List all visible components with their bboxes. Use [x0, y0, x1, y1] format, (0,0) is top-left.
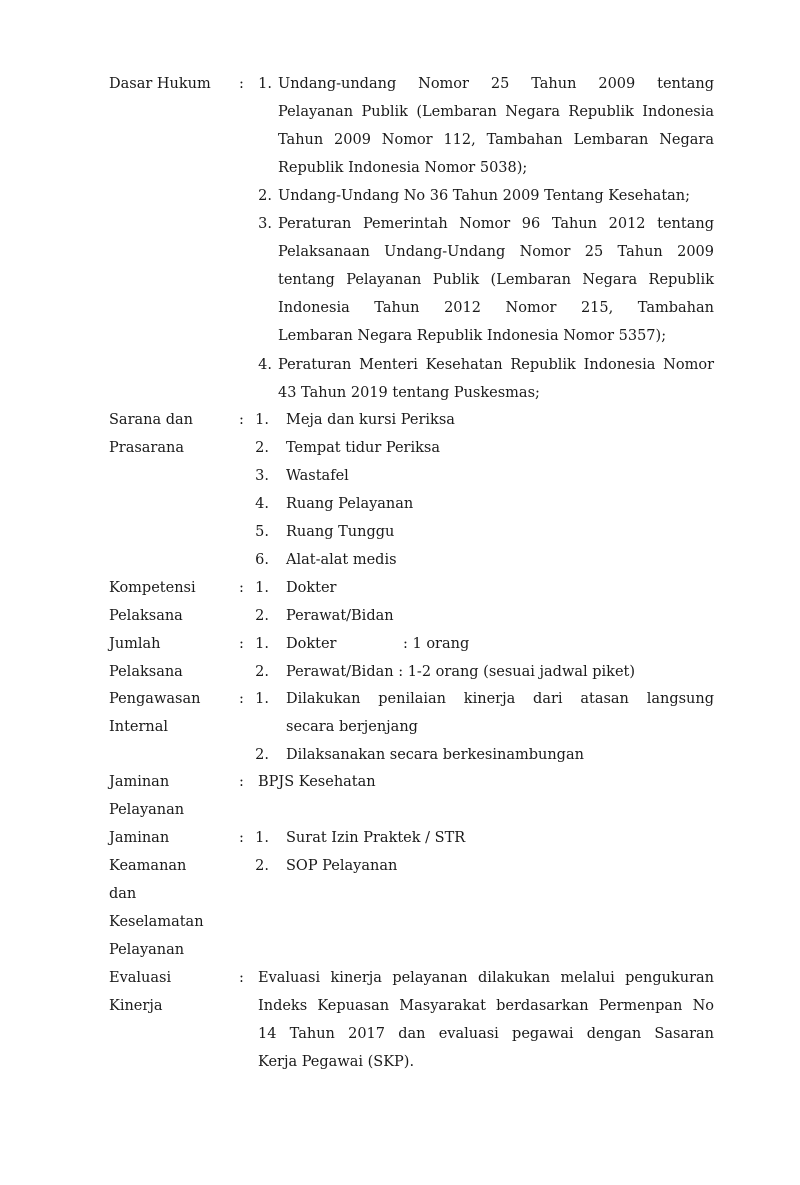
item-number: 1.: [255, 412, 269, 428]
item-number: 1.: [255, 636, 269, 652]
item-number: 2.: [255, 440, 269, 456]
section-label: Keselamatan: [109, 914, 204, 930]
item-number: 6.: [255, 552, 269, 568]
item-number: 3.: [258, 216, 272, 232]
colon-separator: :: [239, 774, 244, 790]
item-number: 2.: [258, 188, 272, 204]
list-item: Dokter: [286, 636, 337, 652]
list-item-line: Republik Indonesia Nomor 5038);: [278, 160, 528, 176]
section-label: Keamanan: [109, 858, 187, 874]
section-label: Evaluasi: [109, 970, 172, 986]
list-item: Wastafel: [286, 468, 349, 484]
section-label: Pelaksana: [109, 664, 183, 680]
section-label: dan: [109, 886, 137, 902]
list-item-line: Peraturan Menteri Kesehatan Republik Indonesia Nomor: [278, 357, 714, 373]
section-label: Pelayanan: [109, 802, 185, 818]
list-item-line: Peraturan Pemerintah Nomor 96 Tahun 2012 tentang: [278, 216, 714, 232]
list-item: Ruang Pelayanan: [286, 496, 414, 512]
list-item-line: tentang Pelayanan Publik (Lembaran Negara Republik: [278, 272, 714, 288]
paragraph-line: Indeks Kepuasan Masyarakat berdasarkan Permenpan No: [258, 998, 714, 1014]
section-label: Dasar Hukum: [109, 76, 211, 92]
item-number: 5.: [255, 524, 269, 540]
list-item-line: Pelaksanaan Undang-Undang Nomor 25 Tahun 2009: [278, 244, 714, 260]
item-number: 3.: [255, 468, 269, 484]
section-label: Jaminan: [109, 830, 170, 846]
item-number: 2.: [255, 608, 269, 624]
item-number: 1.: [258, 76, 272, 92]
list-item-line: Undang-Undang No 36 Tahun 2009 Tentang Kesehatan;: [278, 188, 691, 204]
list-item-line: Indonesia Tahun 2012 Nomor 215, Tambahan: [278, 300, 714, 316]
item-number: 4.: [258, 357, 272, 373]
list-item: Surat Izin Praktek / STR: [286, 830, 466, 846]
list-item-line: secara berjenjang: [286, 719, 418, 735]
paragraph-line: Evaluasi kinerja pelayanan dilakukan melalui pengukuran: [258, 970, 714, 986]
list-item: Dokter: [286, 580, 337, 596]
paragraph-line: 14 Tahun 2017 dan evaluasi pegawai dengan Sasaran: [258, 1026, 714, 1042]
colon-separator: :: [239, 691, 244, 707]
list-item-line: Lembaran Negara Republik Indonesia Nomor 5357);: [278, 328, 667, 344]
list-item-line: 43 Tahun 2019 tentang Puskesmas;: [278, 385, 540, 401]
section-label: Pelayanan: [109, 942, 185, 958]
section-label: Pelaksana: [109, 608, 183, 624]
item-number: 1.: [255, 691, 269, 707]
list-item-line: Undang-undang Nomor 25 Tahun 2009 tentang: [278, 76, 714, 92]
list-item: Tempat tidur Periksa: [286, 440, 440, 456]
item-number: 1.: [255, 830, 269, 846]
item-number: 2.: [255, 664, 269, 680]
section-label: Jaminan: [109, 774, 170, 790]
colon-separator: :: [239, 636, 244, 652]
section-label: Prasarana: [109, 440, 184, 456]
item-number: 2.: [255, 747, 269, 763]
list-item: Perawat/Bidan: [286, 608, 394, 624]
section-label: Kinerja: [109, 998, 163, 1014]
colon-separator: :: [239, 580, 244, 596]
item-number: 4.: [255, 496, 269, 512]
section-text: BPJS Kesehatan: [258, 774, 376, 790]
list-item: Alat-alat medis: [286, 552, 397, 568]
list-item-line: Tahun 2009 Nomor 112, Tambahan Lembaran Negara: [278, 132, 714, 148]
list-item: SOP Pelayanan: [286, 858, 398, 874]
colon-separator: :: [239, 76, 244, 92]
item-number: 1.: [255, 580, 269, 596]
section-label: Pengawasan: [109, 691, 201, 707]
item-number: 2.: [255, 858, 269, 874]
list-item-line: Pelayanan Publik (Lembaran Negara Republik Indonesia: [278, 104, 714, 120]
colon-separator: :: [239, 830, 244, 846]
list-item: Meja dan kursi Periksa: [286, 412, 455, 428]
colon-separator: :: [239, 970, 244, 986]
section-label: Sarana dan: [109, 412, 194, 428]
section-label: Jumlah: [109, 636, 161, 652]
section-label: Kompetensi: [109, 580, 196, 596]
list-item-value: : 1 orang: [403, 636, 470, 652]
colon-separator: :: [239, 412, 244, 428]
list-item-line: Dilakukan penilaian kinerja dari atasan langsung: [286, 691, 714, 707]
paragraph-line: Kerja Pegawai (SKP).: [258, 1054, 415, 1070]
section-label: Internal: [109, 719, 169, 735]
list-item-line: Dilaksanakan secara berkesinambungan: [286, 747, 584, 763]
list-item: Ruang Tunggu: [286, 524, 395, 540]
list-item: Perawat/Bidan : 1-2 orang (sesuai jadwal piket): [286, 664, 636, 680]
